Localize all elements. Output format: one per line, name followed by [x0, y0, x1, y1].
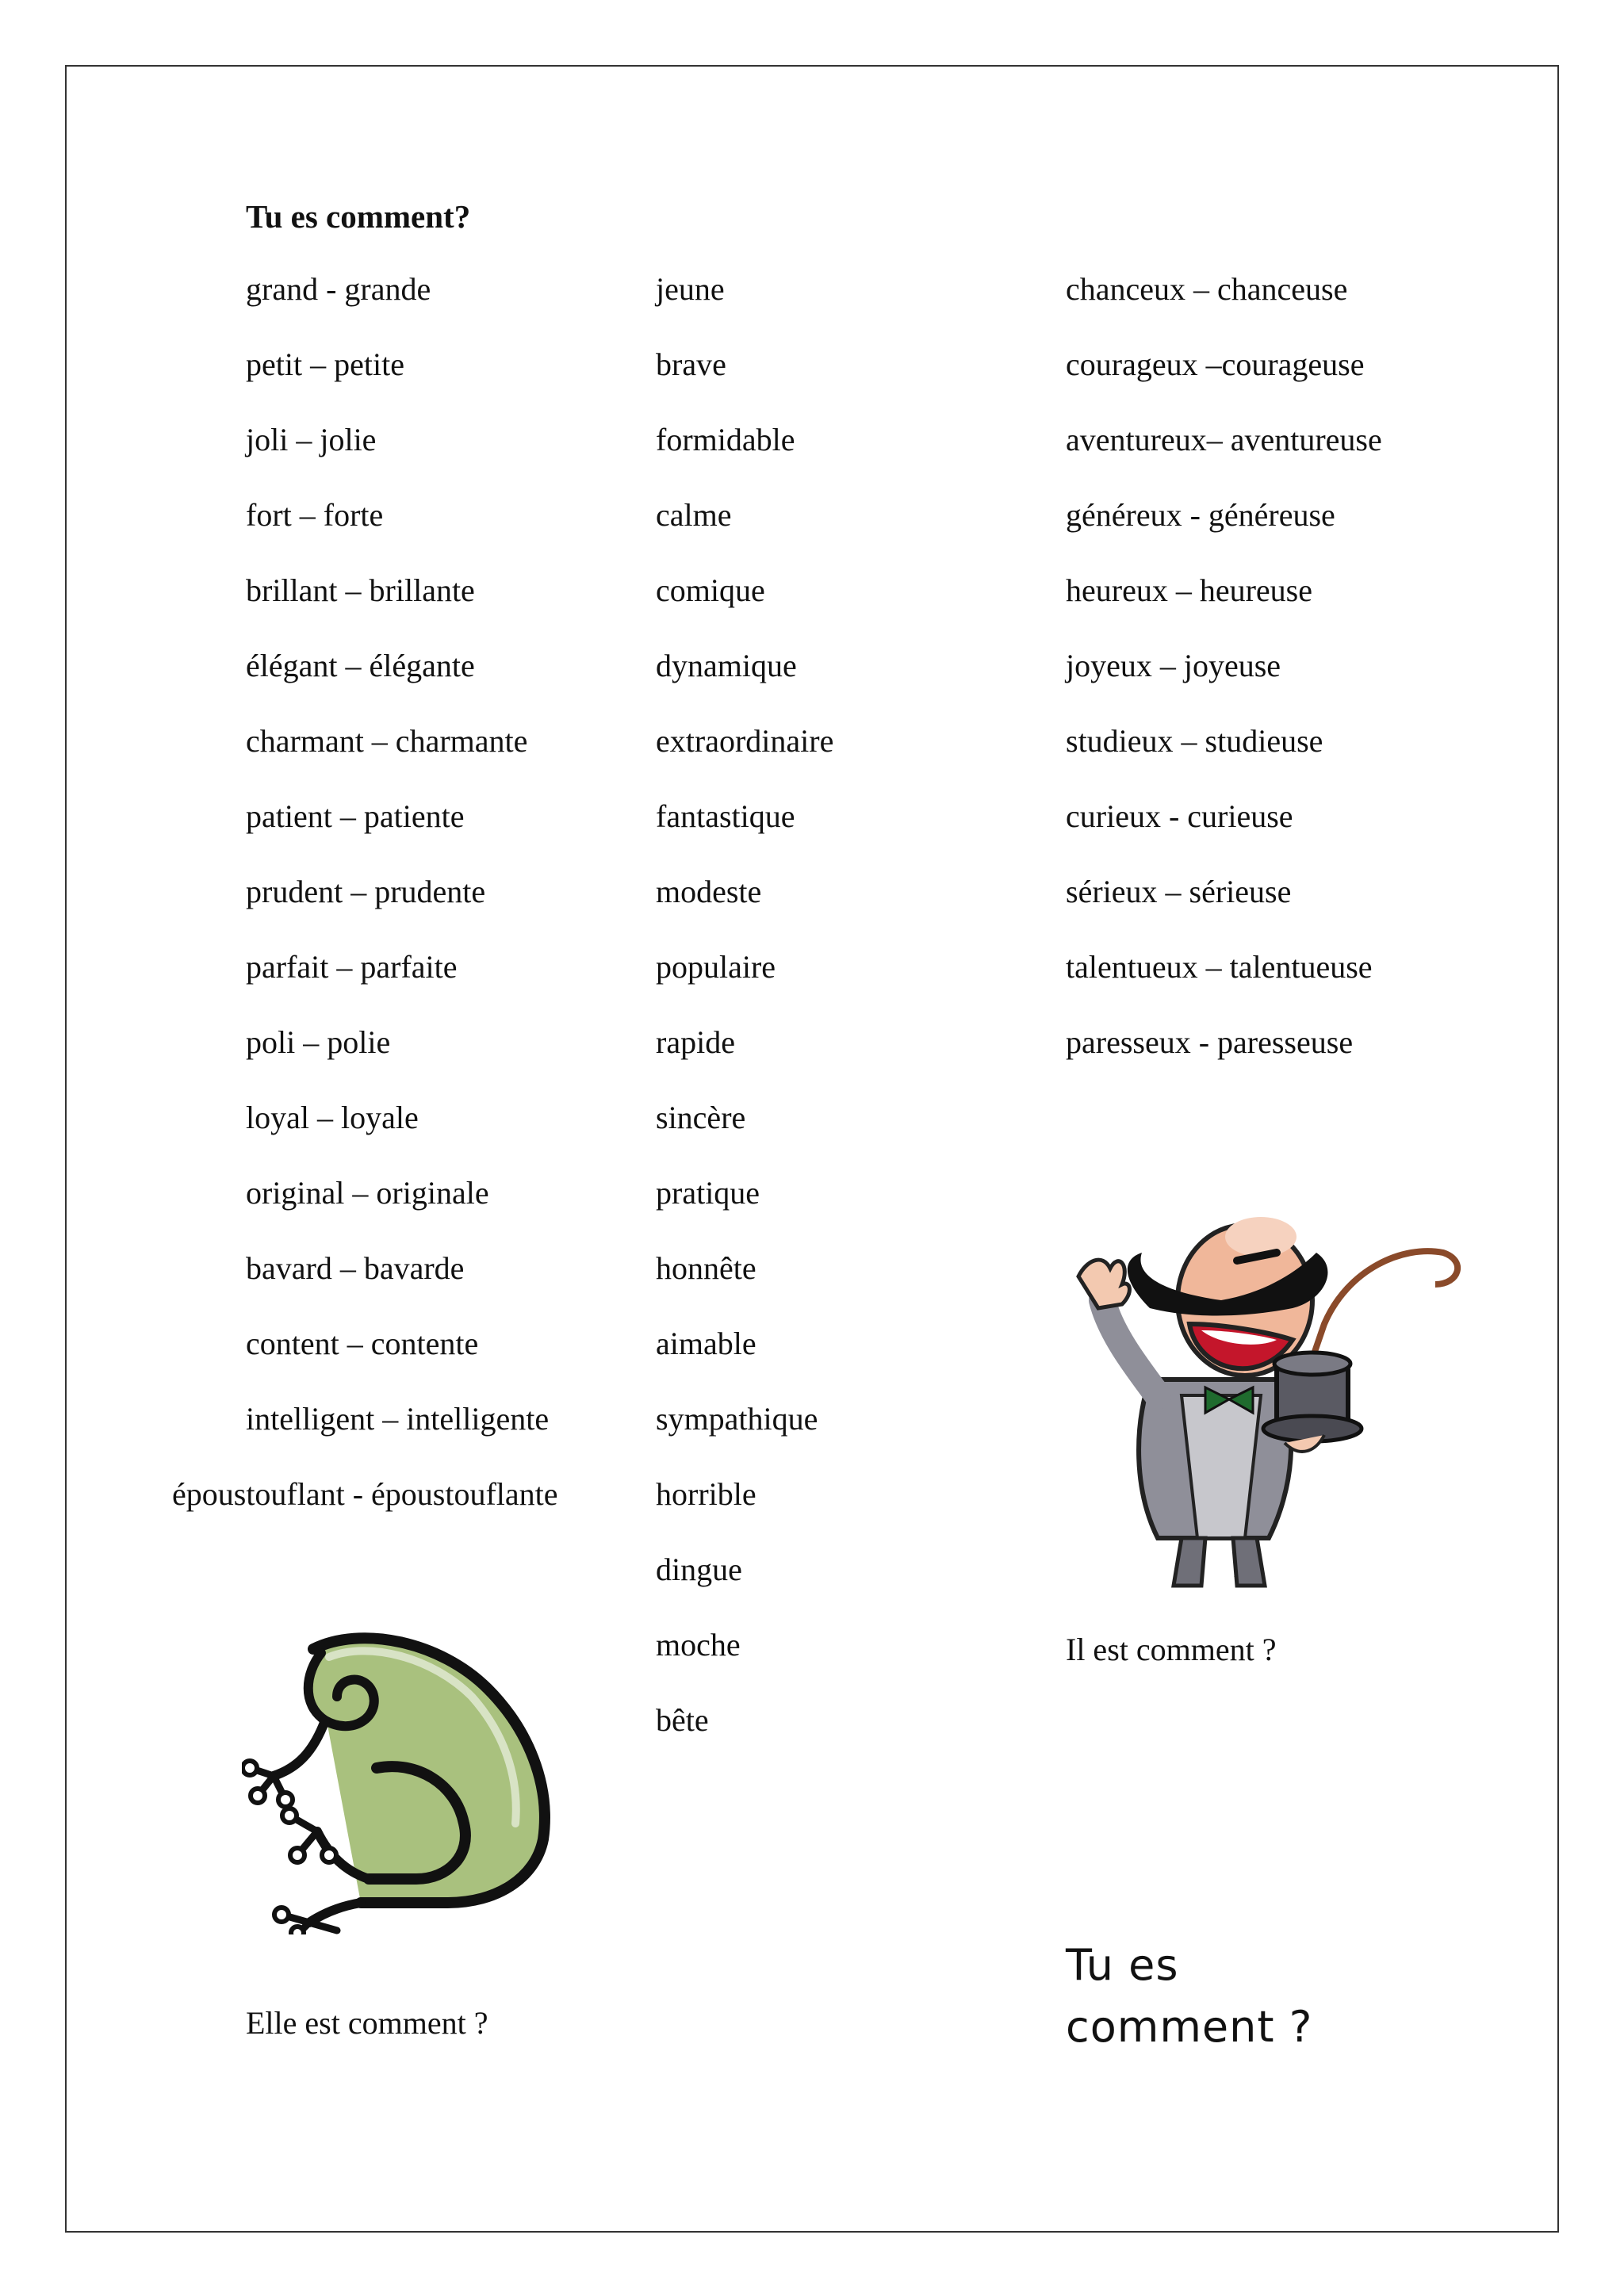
- adjective-item: courageux –courageuse: [1066, 346, 1365, 382]
- adjective-item: brillant – brillante: [246, 572, 475, 608]
- adjective-item: patient – patiente: [246, 798, 465, 834]
- adjective-item: studieux – studieuse: [1066, 723, 1323, 759]
- adjective-item: bête: [656, 1702, 709, 1738]
- adjective-column-2: [656, 270, 833, 1776]
- adjective-item: fort – forte: [246, 497, 384, 533]
- closing-question: [1066, 1934, 1312, 2058]
- adjective-item: talentueux – talentueuse: [1066, 949, 1373, 985]
- closing-question-line-1: Tu es: [1066, 1940, 1179, 1990]
- adjective-item: élégant – élégante: [246, 648, 475, 683]
- adjective-item: dynamique: [656, 648, 797, 683]
- adjective-item: honnête: [656, 1250, 756, 1286]
- adjective-item: modeste: [656, 874, 762, 909]
- adjective-item: content – contente: [246, 1326, 479, 1361]
- adjective-item: calme: [656, 497, 732, 533]
- page-title: Tu es comment?: [246, 198, 471, 235]
- adjective-item: généreux - généreuse: [1066, 497, 1335, 533]
- adjective-item: horrible: [656, 1476, 756, 1512]
- adjective-item: formidable: [656, 422, 795, 457]
- singing-gentleman-clipart-icon: [1063, 1205, 1491, 1594]
- adjective-item: paresseux - paresseuse: [1066, 1024, 1354, 1060]
- adjective-item: petit – petite: [246, 346, 404, 382]
- adjective-item: comique: [656, 572, 765, 608]
- closing-question-line-2: comment ?: [1066, 2002, 1313, 2052]
- adjective-item: poli – polie: [246, 1024, 391, 1060]
- adjective-column-3: [1066, 270, 1382, 1098]
- adjective-item: heureux – heureuse: [1066, 572, 1312, 608]
- adjective-item: époustouflant - époustouflante: [172, 1476, 558, 1512]
- adjective-item: sympathique: [656, 1401, 818, 1437]
- adjective-item: grand - grande: [246, 271, 431, 307]
- adjective-item: joyeux – joyeuse: [1066, 648, 1281, 683]
- adjective-item: intelligent – intelligente: [246, 1401, 550, 1437]
- adjective-item: aimable: [656, 1326, 756, 1361]
- adjective-item: jeune: [656, 271, 725, 307]
- adjective-item: bavard – bavarde: [246, 1250, 465, 1286]
- adjective-item: moche: [656, 1627, 741, 1663]
- adjective-item: rapide: [656, 1024, 735, 1060]
- adjective-item: joli – jolie: [246, 422, 377, 457]
- adjective-item: loyal – loyale: [246, 1100, 419, 1135]
- adjective-item: aventureux– aventureuse: [1066, 422, 1382, 457]
- frog-caption: Elle est comment ?: [246, 2005, 488, 2041]
- adjective-item: dingue: [656, 1552, 742, 1587]
- adjective-item: brave: [656, 346, 726, 382]
- man-caption: Il est comment ?: [1066, 1632, 1277, 1667]
- adjective-item: prudent – prudente: [246, 874, 486, 909]
- adjective-item: original – originale: [246, 1175, 489, 1211]
- adjective-item: populaire: [656, 949, 776, 985]
- adjective-item: curieux - curieuse: [1066, 798, 1293, 834]
- frog-clipart-icon: [242, 1617, 575, 1934]
- adjective-item: sincère: [656, 1100, 746, 1135]
- adjective-item: extraordinaire: [656, 723, 834, 759]
- adjective-item: pratique: [656, 1175, 760, 1211]
- adjective-item: chanceux – chanceuse: [1066, 271, 1348, 307]
- adjective-item: sérieux – sérieuse: [1066, 874, 1292, 909]
- adjective-item: charmant – charmante: [246, 723, 528, 759]
- adjective-item: fantastique: [656, 798, 795, 834]
- adjective-column-1: [172, 270, 558, 1550]
- adjective-item: parfait – parfaite: [246, 949, 458, 985]
